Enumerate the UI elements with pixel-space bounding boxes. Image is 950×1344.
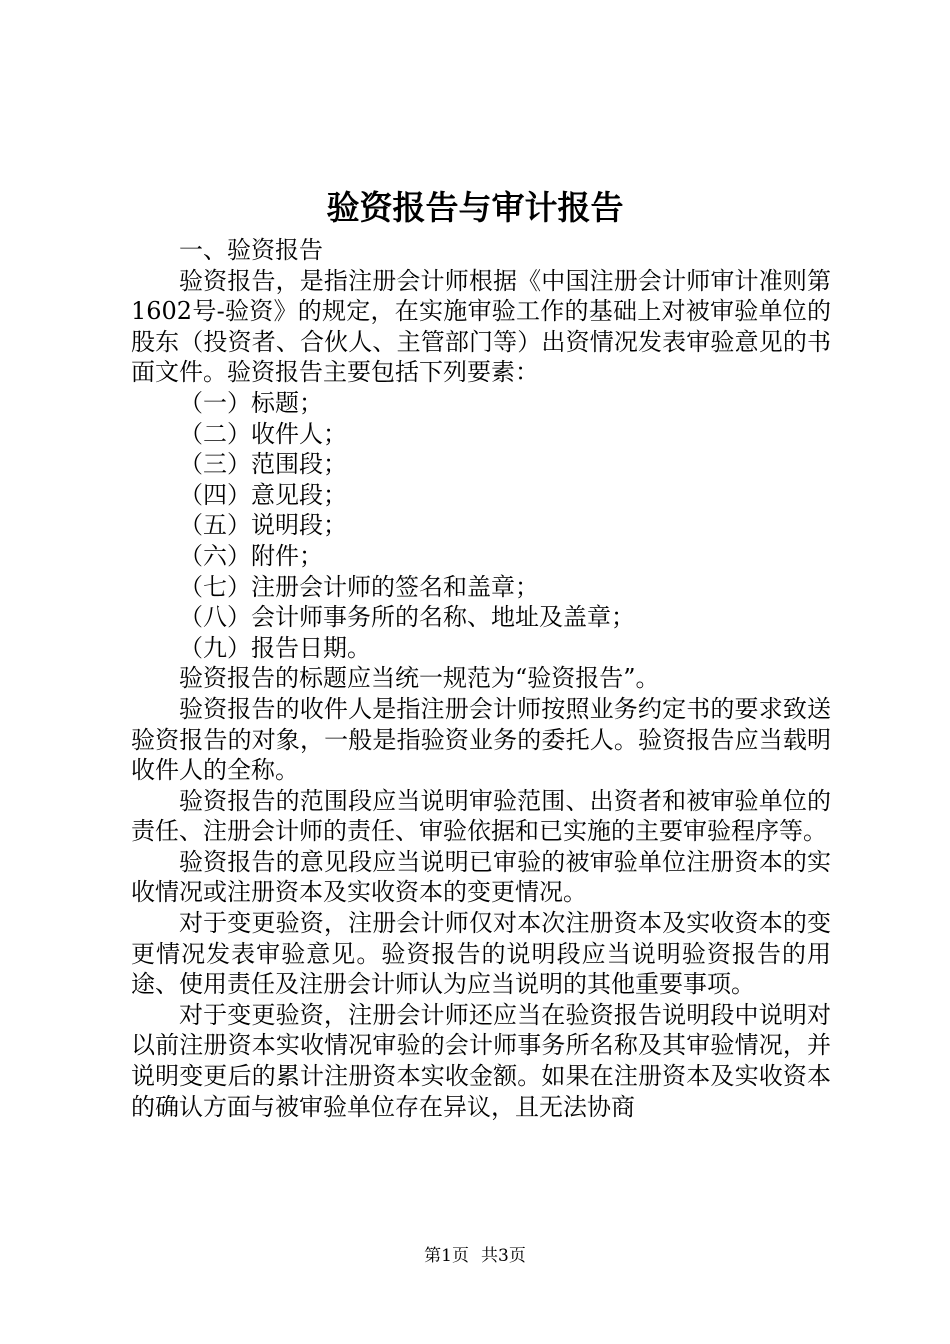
page-total: 共3页 [481,1246,526,1266]
list-item: （八）会计师事务所的名称、地址及盖章； [179,603,635,632]
list-item: （五）说明段； [179,511,347,540]
list-item: （六）附件； [179,541,323,570]
document-body [131,235,831,1122]
list-item: （七）注册会计师的签名和盖章； [179,572,539,601]
paragraph: 对于变更验资，注册会计师还应当在验资报告说明段中说明对以前注册资本实收情况审验的会计师事务所名称及其审验情况，并说明变更后的累计注册资本实收金额。如果在注册资本及实收资本的确认方面与被审验单位存在异议，且无法协商 [131,1000,831,1121]
document-title: 验资报告与审计报告 [326,188,624,227]
paragraph: 验资报告的意见段应当说明已审验的被审验单位注册资本的实收情况或注册资本及实收资本的变更情况。 [131,847,831,907]
section-heading: 一、验资报告 [179,236,323,264]
page-footer [0,1244,950,1268]
list-item: （三）范围段； [179,450,347,479]
list-item: （二）收件人； [179,419,347,448]
paragraph: 对于变更验资，注册会计师仅对本次注册资本及实收资本的变更情况发表审验意见。验资报告的说明段应当说明验资报告的用途、使用责任及注册会计师认为应当说明的其他重要事项。 [131,909,831,999]
paragraph: 验资报告的标题应当统一规范为“验资报告”。 [179,664,660,693]
paragraph: 验资报告，是指注册会计师根据《中国注册会计师审计准则第1602号-验资》的规定，在实施审验工作的基础上对被审验单位的股东（投资者、合伙人、主管部门等）出资情况发表审验意见的书面文件。验资报告主要包括下列要素： [131,266,831,387]
list-item: （四）意见段； [179,480,347,509]
list-item: （九）报告日期。 [179,633,371,662]
paragraph: 验资报告的范围段应当说明审验范围、出资者和被审验单位的责任、注册会计师的责任、审验依据和已实施的主要审验程序等。 [131,786,831,846]
page-number: 第1页 [424,1246,469,1266]
paragraph: 验资报告的收件人是指注册会计师按照业务约定书的要求致送验资报告的对象，一般是指验资业务的委托人。验资报告应当载明收件人的全称。 [131,694,831,785]
list-item: （一）标题； [179,388,323,417]
